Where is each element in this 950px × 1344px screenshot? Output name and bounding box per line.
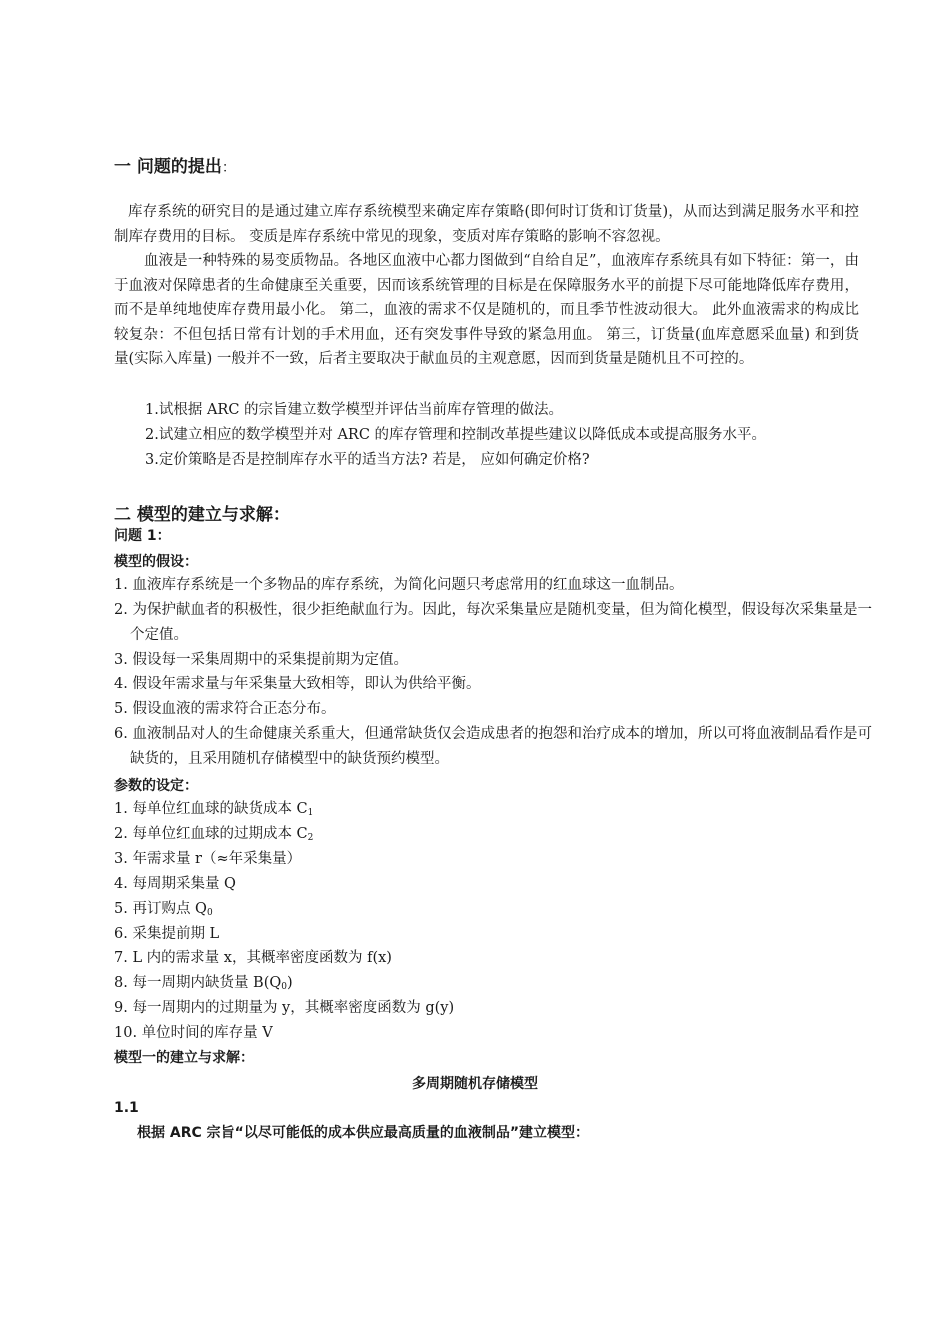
param-1-text: 1. 每单位红血球的缺货成本 C bbox=[114, 801, 308, 817]
section-1-colon: ： bbox=[221, 160, 236, 176]
param-2-subscript: 2 bbox=[307, 833, 314, 843]
param-3: 3. 年需求量 r（≈年采集量） bbox=[114, 851, 302, 867]
assumption-1: 1. 血液库存系统是一个多物品的库存系统，为简化问题只考虑常用的红血球这一血制品。 bbox=[114, 577, 684, 593]
param-8-text: 8. 每一周期内缺货量 B(Q bbox=[114, 975, 282, 991]
question-3: 3.定价策略是否是控制库存水平的适当方法? 若是， 应如何确定价格? bbox=[145, 452, 590, 468]
param-2-text: 2. 每单位红血球的过期成本 C bbox=[114, 826, 308, 842]
subsection-number: 1.1 bbox=[114, 1100, 139, 1116]
param-6: 6. 采集提前期 L bbox=[114, 926, 220, 942]
problem-1-label: 问题 1： bbox=[114, 528, 171, 544]
assumption-4: 4. 假设年需求量与年采集量大致相等，即认为供给平衡。 bbox=[114, 676, 481, 692]
intro-paragraph-1: 库存系统的研究目的是通过建立库存系统模型来确定库存策略(即何时订货和订货量)，从而达到满足服务水平和控制库存费用的目标。 变质是库存系统中常见的现象，变质对库存策略的影响不容忽视。 bbox=[114, 204, 859, 245]
assumption-5: 5. 假设血液的需求符合正态分布。 bbox=[114, 701, 336, 717]
assumptions-heading: 模型的假设： bbox=[114, 554, 198, 570]
param-7: 7. L 内的需求量 x，其概率密度函数为 f(x) bbox=[114, 950, 392, 966]
section-2-heading: 二 模型的建立与求解： bbox=[114, 505, 290, 525]
param-5 bbox=[114, 897, 213, 925]
intro-paragraph-2: 血液是一种特殊的易变质物品。各地区血液中心都力图做到“自给自足”，血液库存系统具有如下特征：第一，由于血液对保障患者的生命健康至关重要，因而该系统管理的目标是在保障服务水平的前提下尽可能地降低库存费用，而不是单纯地使库存费用最小化。 第二，血液的需求不仅是随机的，而且季节性波动很大。 此外血液需求的构成比较复杂：不但包括日常有计划的手术用血，还有突发事件导致的紧急用血。 第三，订货量(血库意愿采血量) 和到货量(实际入库量) 一般并不一致，后者主要取决于献血员的主观意愿，因而到货量是随机且不可控的。 bbox=[114, 253, 859, 367]
param-8 bbox=[114, 971, 293, 999]
section-1-heading bbox=[114, 152, 236, 177]
param-2 bbox=[114, 822, 313, 850]
assumption-2: 2. 为保护献血者的积极性，很少拒绝献血行为。因此，每次采集量应是随机变量，但为简化模型，假设每次采集量是一个定值。 bbox=[114, 602, 872, 643]
parameters-heading: 参数的设定： bbox=[114, 778, 198, 794]
question-1: 1.试根据 ARC 的宗旨建立数学模型并评估当前库存管理的做法。 bbox=[145, 402, 564, 418]
param-5-subscript: 0 bbox=[206, 908, 213, 918]
param-8-subscript: 0 bbox=[281, 982, 287, 992]
subsection-text: 根据 ARC 宗旨“以尽可能低的成本供应最高质量的血液制品”建立模型： bbox=[137, 1125, 590, 1141]
param-4: 4. 每周期采集量 Q bbox=[114, 876, 236, 892]
section-1-title: 一 问题的提出 bbox=[114, 157, 222, 177]
assumption-3: 3. 假设每一采集周期中的采集提前期为定值。 bbox=[114, 652, 408, 668]
param-8-close: ) bbox=[287, 975, 293, 991]
question-2: 2.试建立相应的数学模型并对 ARC 的库存管理和控制改革提些建议以降低成本或提高服务水平。 bbox=[145, 427, 767, 443]
param-9: 9. 每一周期内的过期量为 y，其概率密度函数为 g(y) bbox=[114, 1000, 455, 1016]
param-1-subscript: 1 bbox=[307, 808, 314, 818]
model-1-heading: 模型一的建立与求解： bbox=[114, 1050, 254, 1066]
param-10: 10. 单位时间的库存量 V bbox=[114, 1025, 273, 1041]
model-center-title: 多周期随机存储模型 bbox=[412, 1076, 538, 1092]
param-1 bbox=[114, 797, 313, 825]
param-5-text: 5. 再订购点 Q bbox=[114, 901, 207, 917]
assumption-6: 6. 血液制品对人的生命健康关系重大，但通常缺货仅会造成患者的抱怨和治疗成本的增加，所以可将血液制品看作是可缺货的，且采用随机存储模型中的缺货预约模型。 bbox=[114, 726, 872, 767]
